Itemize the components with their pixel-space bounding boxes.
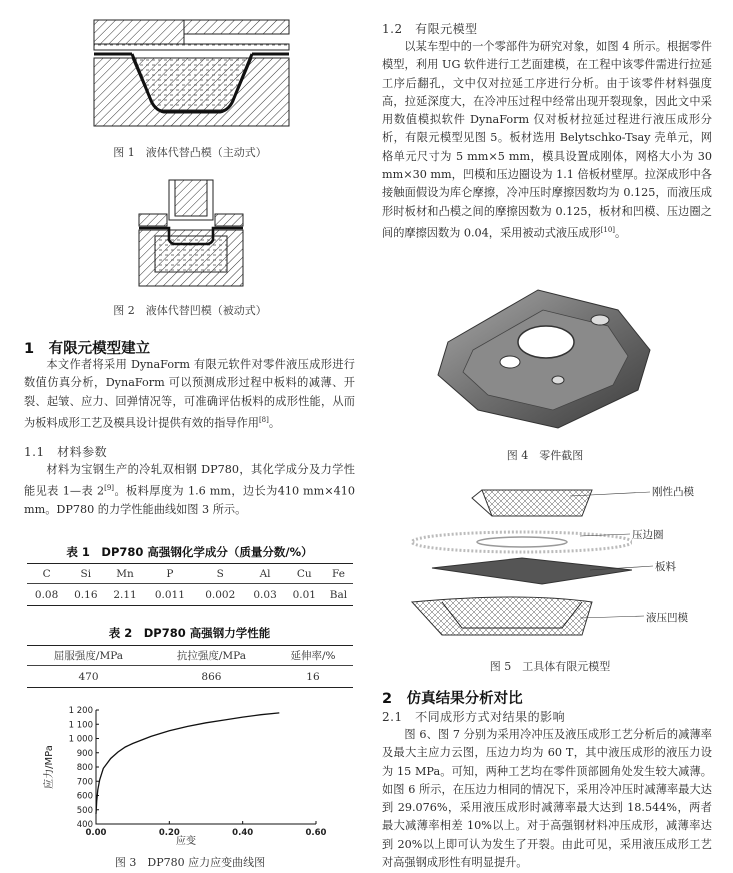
label-rigid-punch: 刚性凸模	[652, 486, 694, 498]
figure-4-part-render	[418, 280, 668, 430]
chart-y-tick-label: 700	[76, 777, 93, 788]
figure-5-caption: 图 5 工具体有限元模型	[489, 660, 611, 673]
leader-lines	[560, 480, 660, 620]
table-2-title: 表 2 DP780 高强钢力学性能	[108, 626, 271, 640]
section-2-1-heading: 2.1 不同成形方式对结果的影响	[382, 710, 566, 724]
hydro-punch-diagram	[92, 18, 292, 128]
section-1-1-paragraph: 材料为宝钢生产的冷轧双相钢 DP780，其化学成分及力学性能见表 1—表 2[9]。板料厚度为 1.6 mm，边长为410 mm×410 mm。DP780 的力学性能曲线如图 3 所示。	[24, 463, 355, 517]
chart-y-ticks	[69, 706, 99, 830]
table-1-cell: 0.16	[74, 588, 98, 601]
table-1-header-row	[27, 564, 353, 584]
chart-y-tick-label: 400	[76, 820, 93, 830]
table-1-header: Cu	[296, 567, 312, 580]
table-1-cell: 0.002	[205, 588, 236, 601]
section-1-paragraph: 本文作者将采用 DynaForm 有限元软件对零件液压成形进行数值仿真分析，DynaForm 可以预测成形过程中板料的减薄、开裂、起皱、应力、回弹情况等，可准确评估板料的成形性能，从而为板料成形工艺及模具设计提供有效的指导作用[8]。	[24, 358, 355, 430]
table-2-value-row	[27, 666, 353, 688]
label-hydro-die: 液压凹模	[646, 612, 688, 624]
table-1-cell: 0.03	[253, 588, 277, 601]
table-1-header: P	[166, 567, 174, 580]
chart-y-tick-label: 500	[76, 805, 93, 816]
figure-2-drawing	[135, 178, 247, 290]
chart-axes	[96, 710, 316, 824]
table-2-header: 抗拉强度/MPa	[176, 650, 247, 662]
part-3d-icon	[418, 280, 668, 430]
figure-4-caption: 图 4 零件截图	[506, 449, 584, 462]
chart-y-tick-label: 1 100	[68, 720, 93, 731]
chart-y-axis-label: 应力/MPa	[44, 745, 55, 789]
table-1-cell: 2.11	[113, 588, 137, 601]
table-1	[27, 563, 353, 606]
figure-2-caption: 图 2 液体代替凹模（被动式）	[113, 304, 267, 317]
figure-1-caption: 图 1 液体代替凸模（主动式）	[113, 146, 267, 159]
chart-y-tick-label: 800	[76, 763, 93, 773]
chart-x-tick-label: 0.20	[158, 828, 180, 838]
figure-3-caption: 图 3 DP780 应力应变曲线图	[114, 856, 266, 869]
chart-x-tick-label: 0.60	[305, 828, 327, 838]
table-2-cell: 470	[78, 670, 99, 683]
section-2-1-paragraph: 图 6、图 7 分别为采用冷冲压及液压成形工艺分析后的减薄率及最大主应力云图，压边力均为 60 T，其中液压成形的液压力设为 15 MPa。可知，两种工艺均在零件顶部圆角处发生较大减薄。如图 6 所示，在压边力相同的情况下，采用冷冲压时减薄率最大达到 29.076%，采用液压成形时减薄率最大达到 18.544%，两者最大减薄率相差 10%以上。对于高强钢材料冲压成形，减薄率达到 20%以上即可认为发生了开裂。由此可见，采用液压成形工艺对高强钢成形性有明显提升。	[382, 728, 712, 870]
label-blank-holder: 压边圈	[632, 529, 664, 541]
table-1-cell: Bal	[329, 588, 348, 601]
chart-y-tick-label: 900	[76, 748, 93, 759]
section-1-2-heading: 1.2 有限元模型	[382, 22, 478, 36]
table-1-value-row	[27, 584, 353, 606]
hydro-die-diagram	[135, 178, 247, 290]
section-2-heading: 2 仿真结果分析对比	[382, 691, 523, 707]
table-2	[27, 645, 353, 688]
chart-y-tick-label: 1 200	[68, 706, 93, 716]
chart-axis-lines	[96, 710, 316, 824]
table-1-header: C	[42, 567, 51, 580]
chart-x-axis-label: 应变	[176, 836, 196, 845]
table-2-header: 延伸率/%	[290, 650, 336, 662]
table-1-title: 表 1 DP780 高强钢化学成分（质量分数/%）	[66, 545, 313, 559]
table-2-cell: 866	[201, 670, 222, 683]
section-1-2-paragraph: 以某车型中的一个零部件为研究对象，如图 4 所示。根据零件模型，利用 UG 软件进行工艺面建模，在工程中该零件需进行拉延工序后翻孔，文中仅对拉延工序进行分析。由于该零件材料强度高，拉延深度大，在冷冲压过程中经常出现开裂现象，因此文中采用数值模拟软件 DynaForm 仅对板材拉延过程进行液压成形分析，有限元模型见图 5。板材选用 Belytschko-Tsay 壳单元，网格单元尺寸为 5 mm×5 mm，模具设置成刚体，网格大小为 30 mm×30 mm，凹模和压边圈设为 1.1 倍板材壁厚。拉深成形中各接触面假设为库仑摩擦，冷冲压时摩擦因数均为 0.125，而液压成形时板材和凸模之间的摩擦因数为 0.125，板材和凹模、压边圈之间的摩擦因数为 0.04，采用被动式液压成形[10]。	[382, 40, 712, 240]
table-1-cell: 0.011	[154, 588, 185, 601]
section-1-1-heading: 1.1 材料参数	[24, 445, 108, 459]
chart-y-tick-label: 600	[76, 791, 93, 802]
table-1-header: Al	[259, 567, 271, 580]
chart-y-tick-label: 1 000	[68, 734, 93, 745]
table-2-header: 屈服强度/MPa	[53, 650, 124, 662]
table-1-header: S	[216, 567, 224, 580]
table-2-header-row	[27, 646, 353, 666]
table-1-cell: 0.01	[292, 588, 316, 601]
label-blank-sheet: 板料	[655, 561, 676, 573]
table-2-cell: 16	[306, 670, 320, 683]
table-1-header: Fe	[331, 567, 345, 580]
table-1-cell: 0.08	[34, 588, 59, 601]
chart-x-tick-label: 0.40	[232, 828, 254, 838]
section-1-heading: 1 有限元模型建立	[24, 341, 151, 357]
chart-x-tick-label: 0.00	[85, 828, 107, 838]
table-1-header: Si	[80, 567, 92, 580]
stress-strain-chart	[40, 700, 340, 845]
table-1-header: Mn	[116, 567, 134, 580]
figure-1-drawing	[92, 18, 292, 128]
chart-series-line	[96, 713, 279, 814]
